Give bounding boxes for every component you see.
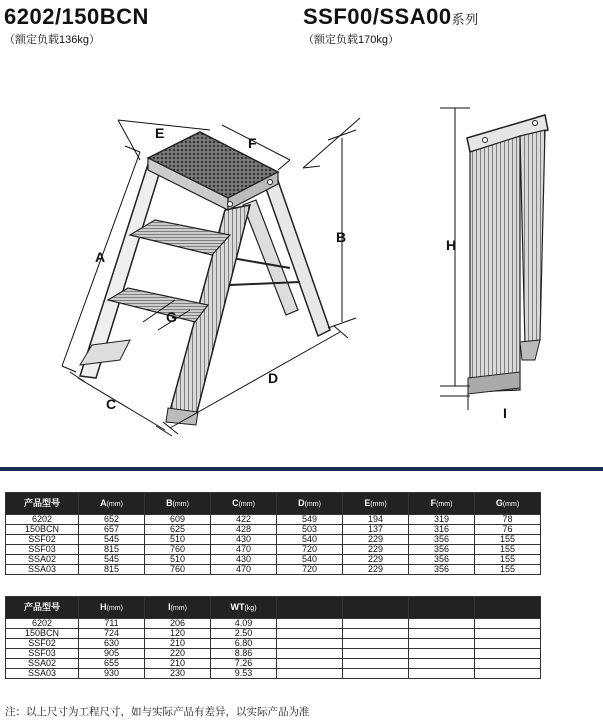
column-header bbox=[145, 493, 211, 515]
column-header-label: C bbox=[232, 497, 239, 508]
table-cell: 905 bbox=[79, 649, 145, 659]
table-cell: SSA02 bbox=[6, 659, 79, 669]
table-row bbox=[6, 525, 541, 535]
table-cell: 155 bbox=[475, 565, 541, 575]
table-cell: 155 bbox=[475, 535, 541, 545]
table-cell: 430 bbox=[211, 535, 277, 545]
table-cell: 510 bbox=[145, 535, 211, 545]
column-header bbox=[343, 493, 409, 515]
column-header bbox=[211, 597, 277, 619]
table-cell: SSA03 bbox=[6, 669, 79, 679]
empty-cell bbox=[475, 659, 541, 669]
column-header bbox=[277, 493, 343, 515]
table-cell: 428 bbox=[211, 525, 277, 535]
column-header bbox=[145, 597, 211, 619]
dimension-label-g: G bbox=[166, 309, 177, 325]
empty-cell bbox=[409, 659, 475, 669]
column-header-unit: (mm) bbox=[172, 500, 189, 508]
table-cell: 78 bbox=[475, 515, 541, 525]
table-cell: 930 bbox=[79, 669, 145, 679]
table-row bbox=[6, 659, 541, 669]
dimension-label-f: F bbox=[248, 135, 257, 151]
dimension-table bbox=[5, 492, 541, 575]
dimension-label-i: I bbox=[503, 405, 507, 421]
side-view-ladder-drawing bbox=[467, 115, 548, 394]
table-cell: 8.86 bbox=[211, 649, 277, 659]
table-cell: SSF03 bbox=[6, 545, 79, 555]
table-row bbox=[6, 619, 541, 629]
table-cell: 815 bbox=[79, 545, 145, 555]
dimension-lines-right bbox=[440, 108, 470, 410]
column-header-label: 产品型号 bbox=[23, 601, 60, 612]
empty-cell bbox=[475, 619, 541, 629]
left-model-title: 6202/150BCN bbox=[4, 4, 149, 29]
column-header-label: D bbox=[298, 497, 305, 508]
empty-cell bbox=[475, 629, 541, 639]
table-cell: 4.09 bbox=[211, 619, 277, 629]
column-header-unit: (mm) bbox=[106, 604, 123, 612]
column-header-label: H bbox=[100, 601, 107, 612]
empty-cell bbox=[409, 639, 475, 649]
table-cell: 194 bbox=[343, 515, 409, 525]
column-header-unit: (mm) bbox=[502, 500, 520, 508]
dimension-label-h: H bbox=[446, 237, 457, 253]
table-header-row bbox=[6, 493, 541, 515]
empty-cell bbox=[475, 669, 541, 679]
empty-cell bbox=[409, 629, 475, 639]
empty-cell bbox=[475, 639, 541, 649]
empty-cell bbox=[475, 649, 541, 659]
table-cell: 545 bbox=[79, 535, 145, 545]
column-header bbox=[409, 597, 475, 619]
column-header bbox=[79, 493, 145, 515]
table-cell: 120 bbox=[145, 629, 211, 639]
table-row bbox=[6, 629, 541, 639]
table-cell: 630 bbox=[79, 639, 145, 649]
table-cell: 150BCN bbox=[6, 525, 79, 535]
table-cell: 230 bbox=[145, 669, 211, 679]
table-cell: 422 bbox=[211, 515, 277, 525]
column-header-label: F bbox=[430, 497, 437, 508]
table-cell: 210 bbox=[145, 659, 211, 669]
column-header-label: E bbox=[364, 497, 371, 508]
empty-cell bbox=[409, 619, 475, 629]
table-cell: 470 bbox=[211, 565, 277, 575]
left-rated-load: （额定负载136kg） bbox=[4, 34, 100, 46]
column-header-unit: (mm) bbox=[436, 500, 453, 508]
table-cell: SSF02 bbox=[6, 639, 79, 649]
footnote: 注：以上尺寸为工程尺寸，如与实际产品有差异，以实际产品为准 bbox=[5, 706, 310, 718]
empty-cell bbox=[277, 629, 343, 639]
empty-cell bbox=[409, 649, 475, 659]
table-row bbox=[6, 515, 541, 525]
table-cell: SSF02 bbox=[6, 535, 79, 545]
column-header-unit: (mm) bbox=[304, 500, 321, 508]
table-cell: 229 bbox=[343, 555, 409, 565]
table-cell: SSA03 bbox=[6, 565, 79, 575]
table-cell: 652 bbox=[79, 515, 145, 525]
ladder-dimension-diagram bbox=[0, 60, 603, 460]
table-cell: 724 bbox=[79, 629, 145, 639]
column-header-label: I bbox=[168, 601, 171, 612]
table-cell: 657 bbox=[79, 525, 145, 535]
table-cell: 229 bbox=[343, 545, 409, 555]
column-header bbox=[211, 493, 277, 515]
table-cell: 137 bbox=[343, 525, 409, 535]
height-weight-table bbox=[5, 596, 541, 679]
table-row bbox=[6, 555, 541, 565]
table-cell: 356 bbox=[409, 535, 475, 545]
column-header bbox=[409, 493, 475, 515]
column-header-label: 产品型号 bbox=[23, 497, 60, 508]
table-cell: 540 bbox=[277, 555, 343, 565]
table-cell: 7.26 bbox=[211, 659, 277, 669]
table-cell: 155 bbox=[475, 555, 541, 565]
table-row bbox=[6, 639, 541, 649]
table-cell: 720 bbox=[277, 565, 343, 575]
empty-cell bbox=[277, 659, 343, 669]
table-cell: 229 bbox=[343, 565, 409, 575]
dimension-label-d: D bbox=[268, 370, 279, 386]
column-header-label: B bbox=[166, 497, 173, 508]
table-cell: 356 bbox=[409, 545, 475, 555]
table-row bbox=[6, 669, 541, 679]
table-cell: 655 bbox=[79, 659, 145, 669]
table-cell: 540 bbox=[277, 535, 343, 545]
column-header bbox=[79, 597, 145, 619]
column-header-unit: (kg) bbox=[244, 604, 257, 612]
table-row bbox=[6, 545, 541, 555]
table-cell: 155 bbox=[475, 545, 541, 555]
empty-cell bbox=[343, 639, 409, 649]
column-header-label: G bbox=[495, 497, 503, 508]
table-cell: 720 bbox=[277, 545, 343, 555]
dimension-label-c: C bbox=[106, 396, 117, 412]
table-cell: 206 bbox=[145, 619, 211, 629]
table-cell: 6202 bbox=[6, 619, 79, 629]
table-cell: 545 bbox=[79, 555, 145, 565]
right-model-title: SSF00/SSA00系列 bbox=[303, 4, 479, 29]
table-cell: 316 bbox=[409, 525, 475, 535]
table-cell: 711 bbox=[79, 619, 145, 629]
empty-cell bbox=[343, 619, 409, 629]
table-header-row bbox=[6, 597, 541, 619]
table-cell: 6.80 bbox=[211, 639, 277, 649]
table-cell: 229 bbox=[343, 535, 409, 545]
series-suffix: 系列 bbox=[451, 12, 479, 27]
table-cell: 356 bbox=[409, 565, 475, 575]
column-header bbox=[343, 597, 409, 619]
table-cell: 2.50 bbox=[211, 629, 277, 639]
empty-cell bbox=[343, 629, 409, 639]
empty-cell bbox=[277, 619, 343, 629]
empty-cell bbox=[343, 649, 409, 659]
table-cell: 356 bbox=[409, 555, 475, 565]
table-cell: 150BCN bbox=[6, 629, 79, 639]
table-row bbox=[6, 649, 541, 659]
empty-cell bbox=[277, 649, 343, 659]
section-divider bbox=[0, 467, 603, 471]
empty-cell bbox=[343, 659, 409, 669]
dimension-label-e: E bbox=[155, 125, 165, 141]
table-cell: 76 bbox=[475, 525, 541, 535]
empty-cell bbox=[277, 669, 343, 679]
table-row bbox=[6, 535, 541, 545]
column-header bbox=[475, 597, 541, 619]
table-row bbox=[6, 565, 541, 575]
column-header-label: WT bbox=[230, 601, 245, 612]
table-cell: 503 bbox=[277, 525, 343, 535]
table-cell: 625 bbox=[145, 525, 211, 535]
table-cell: 470 bbox=[211, 545, 277, 555]
table-cell: SSF03 bbox=[6, 649, 79, 659]
column-header-unit: (mm) bbox=[170, 604, 187, 612]
table-cell: 609 bbox=[145, 515, 211, 525]
dimension-label-a: A bbox=[95, 249, 106, 265]
column-header-label: A bbox=[100, 497, 107, 508]
column-header-unit: (mm) bbox=[238, 500, 255, 508]
column-header bbox=[6, 597, 79, 619]
empty-cell bbox=[277, 639, 343, 649]
table-cell: SSA02 bbox=[6, 555, 79, 565]
table-cell: 6202 bbox=[6, 515, 79, 525]
right-rated-load: （额定负载170kg） bbox=[303, 34, 399, 46]
table-cell: 220 bbox=[145, 649, 211, 659]
table-cell: 549 bbox=[277, 515, 343, 525]
empty-cell bbox=[409, 669, 475, 679]
column-header bbox=[475, 493, 541, 515]
table-cell: 9.53 bbox=[211, 669, 277, 679]
table-cell: 210 bbox=[145, 639, 211, 649]
dimension-label-b: B bbox=[336, 229, 347, 245]
stepladder-drawing bbox=[80, 132, 330, 425]
column-header bbox=[6, 493, 79, 515]
column-header bbox=[277, 597, 343, 619]
table-cell: 760 bbox=[145, 545, 211, 555]
table-cell: 319 bbox=[409, 515, 475, 525]
table-cell: 815 bbox=[79, 565, 145, 575]
column-header-unit: (mm) bbox=[370, 500, 387, 508]
table-cell: 760 bbox=[145, 565, 211, 575]
column-header-unit: (mm) bbox=[106, 500, 123, 508]
table-cell: 430 bbox=[211, 555, 277, 565]
empty-cell bbox=[343, 669, 409, 679]
table-cell: 510 bbox=[145, 555, 211, 565]
